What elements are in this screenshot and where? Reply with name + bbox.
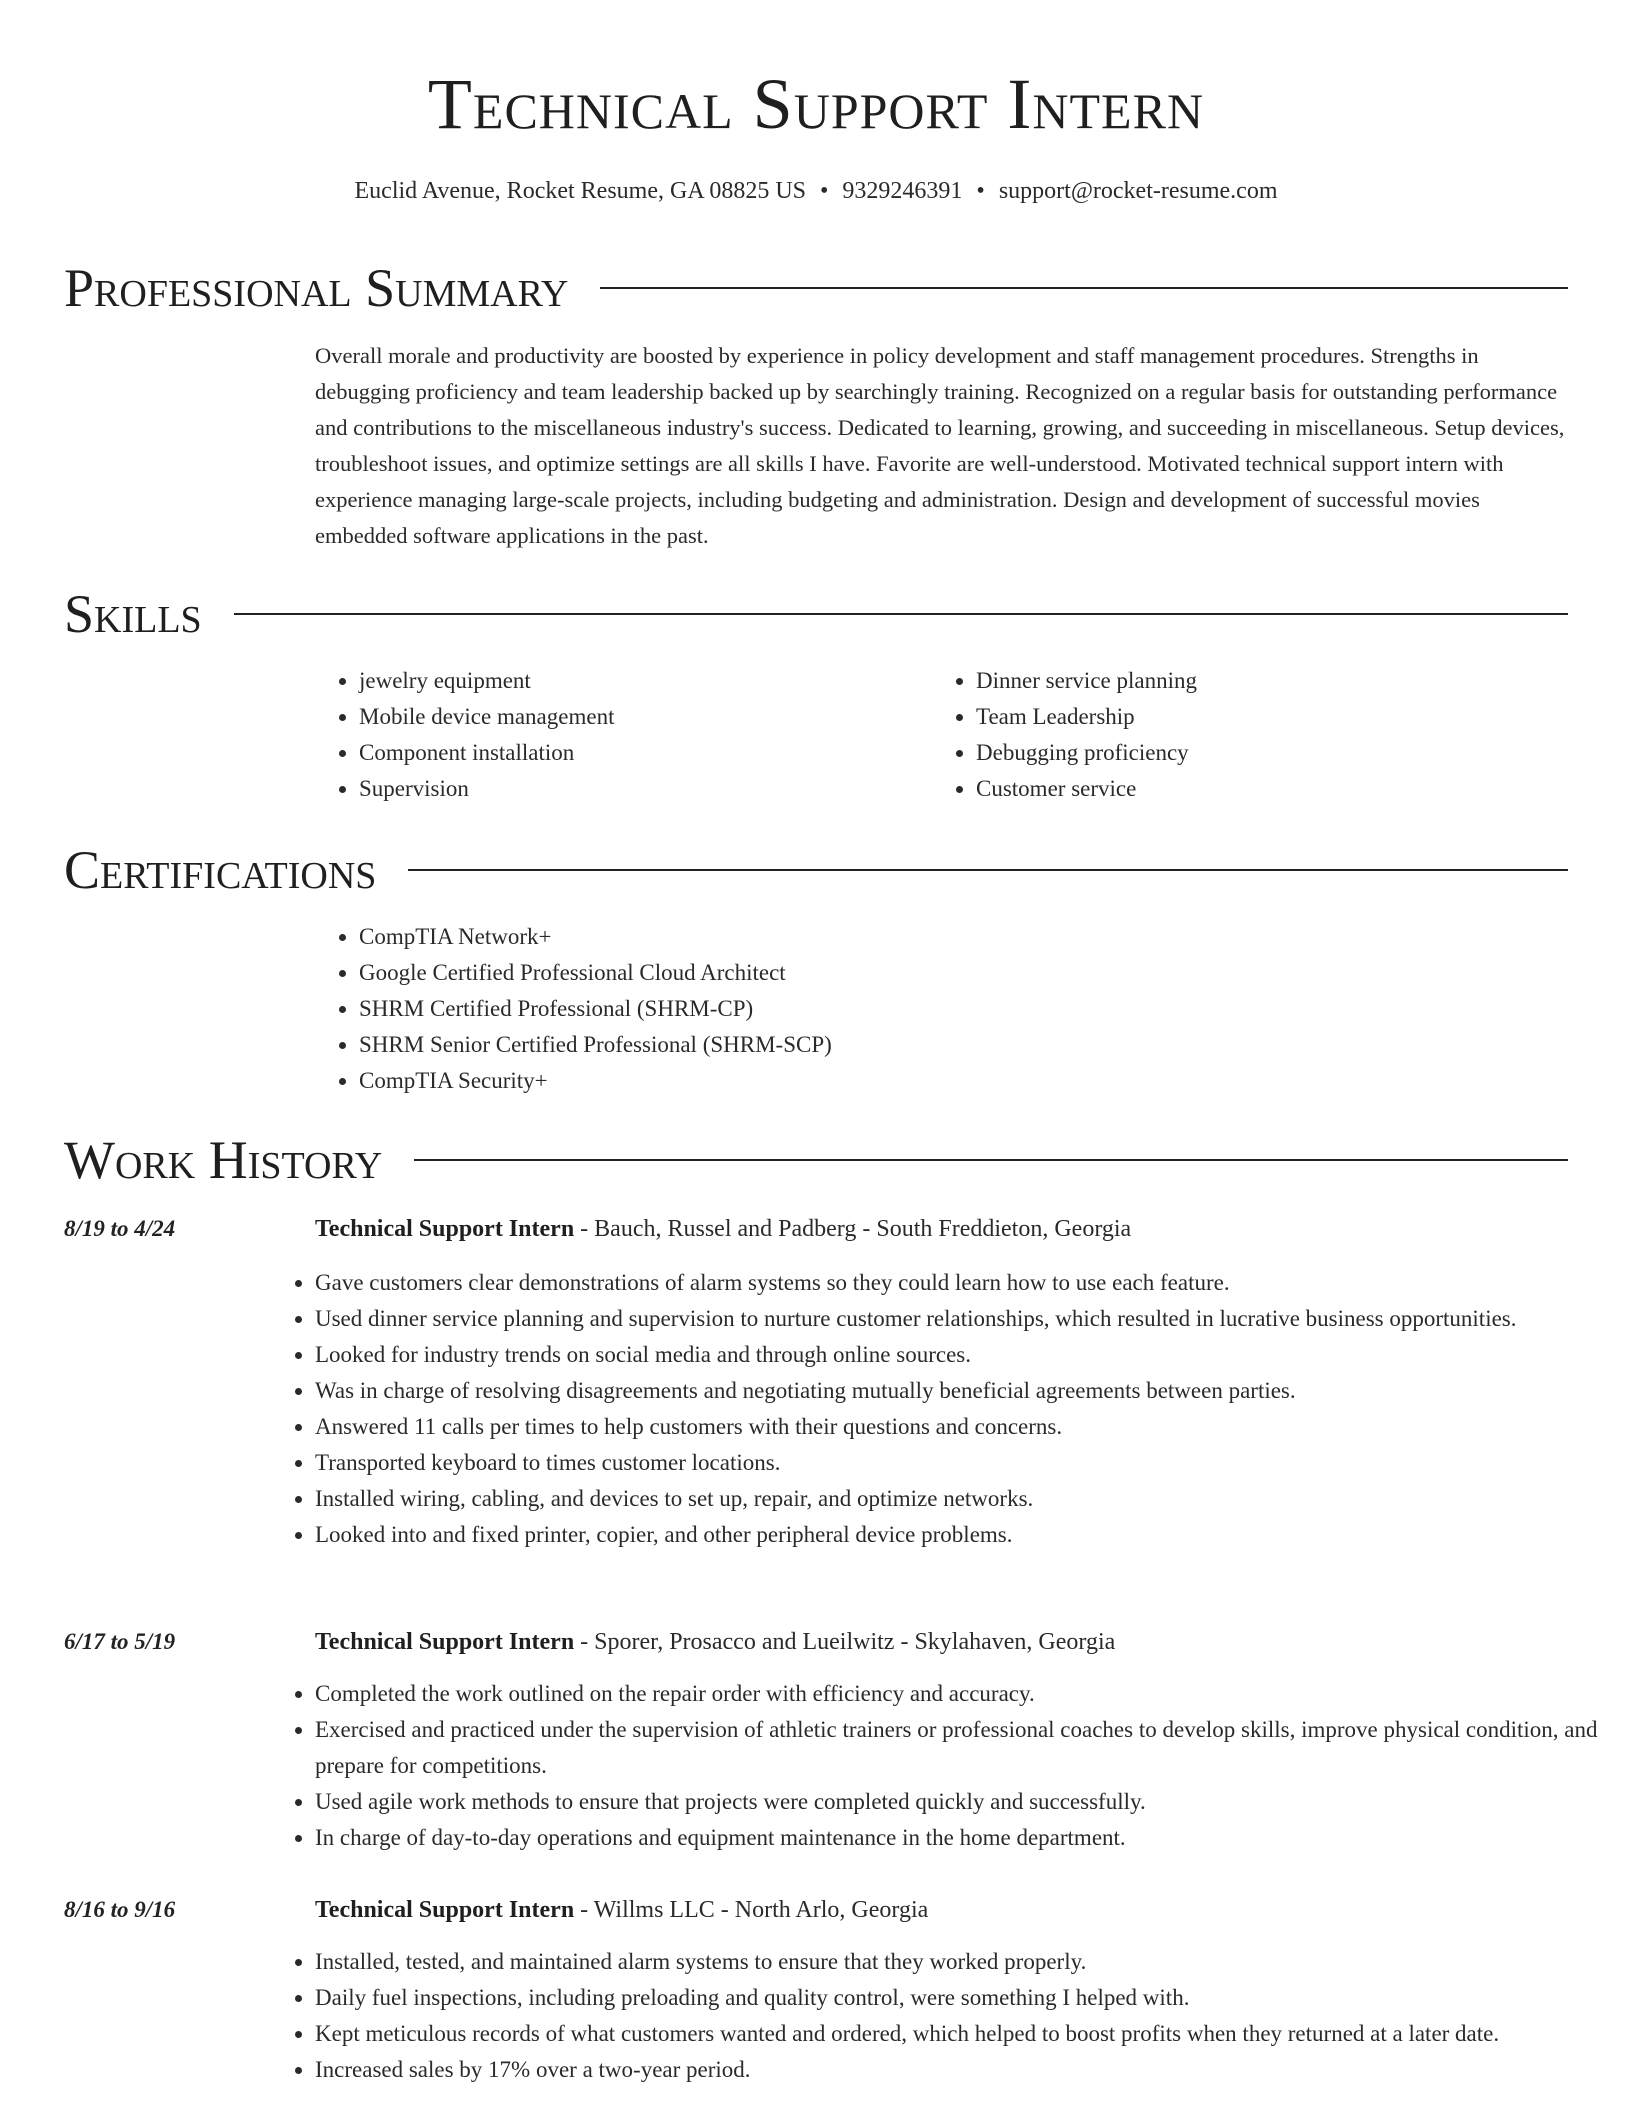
contact-separator: • bbox=[976, 178, 985, 204]
job-bullet: • Increased sales by 17% over a two-year period. bbox=[315, 2052, 1612, 2088]
job-heading bbox=[315, 1892, 928, 1928]
section-title-summary: Professional Summary bbox=[64, 258, 569, 318]
section-title-skills: Skills bbox=[64, 584, 202, 644]
section-header-skills bbox=[64, 584, 1568, 644]
skill-item: • Component installation bbox=[359, 735, 929, 771]
job-bullet: • Completed the work outlined on the repair order with efficiency and accuracy. bbox=[315, 1676, 1612, 1712]
skill-item: • Debugging proficiency bbox=[976, 735, 1606, 771]
contact-separator: • bbox=[820, 178, 829, 204]
certification-item: • SHRM Certified Professional (SHRM-CP) bbox=[359, 991, 1609, 1027]
contact-email: support@rocket-resume.com bbox=[998, 178, 1278, 204]
contact-phone: 9329246391 bbox=[842, 178, 963, 204]
section-header-work-history bbox=[64, 1130, 1568, 1190]
skill-item: • jewelry equipment bbox=[359, 663, 929, 699]
job-bullet: • Gave customers clear demonstrations of alarm systems so they could learn how to use each feature. bbox=[315, 1265, 1612, 1301]
job-bullet: • Used dinner service planning and supervision to nurture customer relationships, which resulted in lucrative business opportunities. bbox=[315, 1301, 1612, 1337]
job-bullet: • In charge of day-to-day operations and equipment maintenance in the home department. bbox=[315, 1820, 1612, 1856]
certification-item: • SHRM Senior Certified Professional (SHRM-SCP) bbox=[359, 1027, 1609, 1063]
job-title: Technical Support Intern bbox=[315, 1629, 575, 1655]
job-title: Technical Support Intern bbox=[315, 1216, 575, 1242]
section-header-summary bbox=[64, 258, 1568, 318]
job-bullet: • Used agile work methods to ensure that projects were completed quickly and successfully. bbox=[315, 1784, 1612, 1820]
job-dates: 6/17 to 5/19 bbox=[64, 1629, 176, 1654]
job-dates: 8/19 to 4/24 bbox=[64, 1216, 176, 1241]
job-bullet: • Installed wiring, cabling, and devices to set up, repair, and optimize networks. bbox=[315, 1481, 1612, 1517]
contact-line bbox=[0, 174, 1632, 208]
job-details: - Willms LLC - North Arlo, Georgia bbox=[574, 1897, 929, 1923]
section-title-work-history: Work History bbox=[64, 1130, 383, 1190]
skill-item: • Customer service bbox=[976, 771, 1606, 807]
job-details: - Bauch, Russel and Padberg - South Freddieton, Georgia bbox=[574, 1216, 1132, 1242]
job-bullet: • Looked for industry trends on social media and through online sources. bbox=[315, 1337, 1612, 1373]
job-bullets bbox=[271, 1676, 1612, 1856]
job-heading bbox=[315, 1624, 1115, 1660]
summary-text: Overall morale and productivity are boosted by experience in policy development and staff management procedures. Strengths in debugging proficiency and team leadership backed up by searchingly training. Recognized on a regular basis for outstanding performance and contributions to the miscellaneous industry's success. Dedicated to learning, growing, and succeeding in miscellaneous. Setup devices, troubleshoot issues, and optimize settings are all skills I have. Favorite are well-understood. Motivated technical support intern with experience managing large-scale projects, including budgeting and administration. Design and development of successful movies embedded software applications in the past. bbox=[315, 343, 1565, 548]
job-title: Technical Support Intern bbox=[315, 1897, 575, 1923]
job-bullet: • Was in charge of resolving disagreements and negotiating mutually beneficial agreements between parties. bbox=[315, 1373, 1612, 1409]
section-divider bbox=[408, 869, 1568, 871]
job-bullet: • Installed, tested, and maintained alarm systems to ensure that they worked properly. bbox=[315, 1944, 1612, 1980]
job-bullet: • Kept meticulous records of what customers wanted and ordered, which helped to boost profits when they returned at a later date. bbox=[315, 2016, 1612, 2052]
certification-item: • CompTIA Network+ bbox=[359, 919, 1609, 955]
section-divider bbox=[414, 1159, 1568, 1161]
certification-item: • CompTIA Security+ bbox=[359, 1063, 1609, 1099]
job-bullet: • Transported keyboard to times customer locations. bbox=[315, 1445, 1612, 1481]
section-divider bbox=[600, 287, 1568, 289]
skills-list-right bbox=[932, 663, 1606, 807]
job-heading bbox=[315, 1211, 1131, 1247]
skill-item: • Mobile device management bbox=[359, 699, 929, 735]
job-bullets bbox=[271, 1265, 1612, 1553]
section-header-certifications bbox=[64, 840, 1568, 900]
job-bullet: • Looked into and fixed printer, copier, and other peripheral device problems. bbox=[315, 1517, 1612, 1553]
contact-address: Euclid Avenue, Rocket Resume, GA 08825 US bbox=[354, 178, 806, 204]
job-dates: 8/16 to 9/16 bbox=[64, 1897, 176, 1922]
certifications-list bbox=[315, 919, 1609, 1099]
job-bullet: • Exercised and practiced under the supervision of athletic trainers or professional coaches to develop skills, improve physical condition, and prepare for competitions. bbox=[315, 1712, 1612, 1784]
skill-item: • Supervision bbox=[359, 771, 929, 807]
certification-item: • Google Certified Professional Cloud Architect bbox=[359, 955, 1609, 991]
job-details: - Sporer, Prosacco and Lueilwitz - Skylahaven, Georgia bbox=[574, 1629, 1116, 1655]
skills-list-left bbox=[315, 663, 929, 807]
job-bullet: • Daily fuel inspections, including preloading and quality control, were something I helped with. bbox=[315, 1980, 1612, 2016]
section-divider bbox=[234, 613, 1568, 615]
skill-item: • Team Leadership bbox=[976, 699, 1606, 735]
job-bullets bbox=[271, 1944, 1612, 2088]
resume-name: Technical Support Intern bbox=[427, 64, 1205, 144]
job-bullet: • Answered 11 calls per times to help customers with their questions and concerns. bbox=[315, 1409, 1612, 1445]
skill-item: • Dinner service planning bbox=[976, 663, 1606, 699]
section-title-certifications: Certifications bbox=[64, 840, 377, 900]
